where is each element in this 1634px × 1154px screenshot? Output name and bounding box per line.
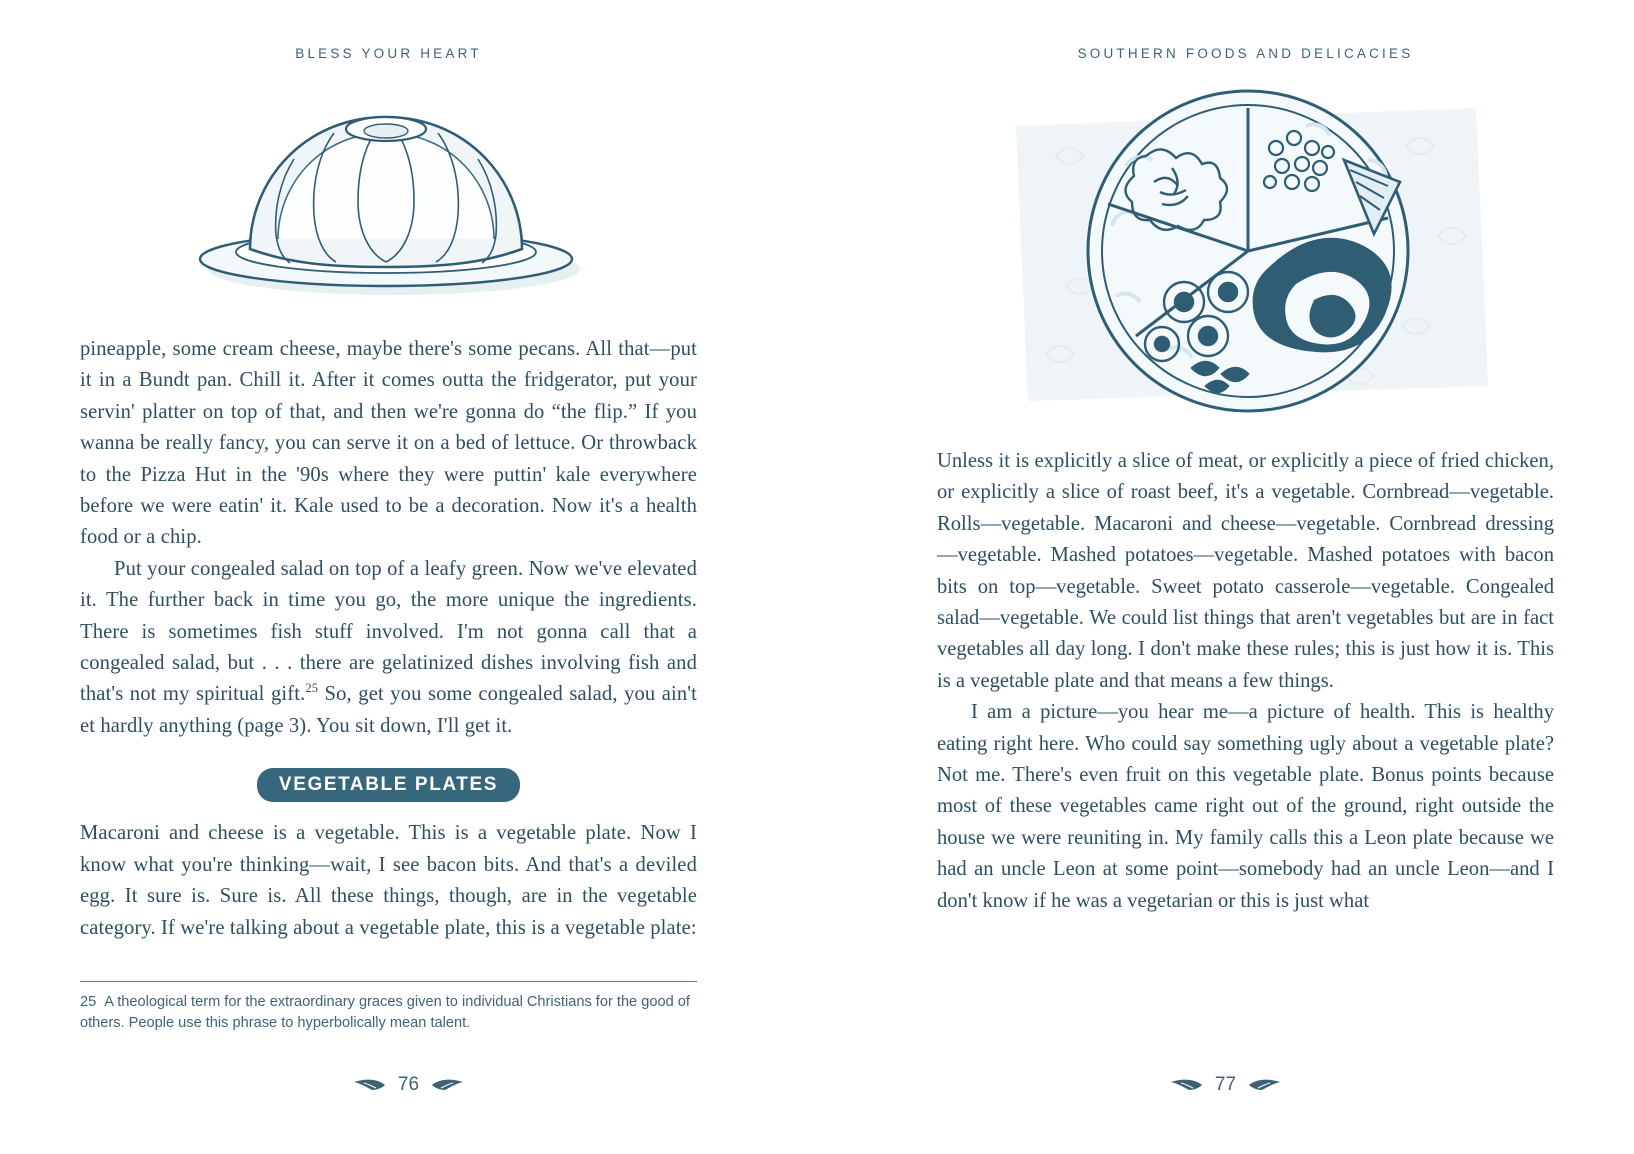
footnote-divider xyxy=(80,981,697,982)
section-heading xyxy=(80,768,697,802)
right-wing-ornament-icon xyxy=(1248,1078,1282,1092)
paragraph-1: pineapple, some cream cheese, maybe there's some pecans. All that—put it in a Bundt pan. Chill it. After it comes outta the fridgerator, put your servin' platter on top of that, and then we're gonna do “the flip.” If you wanna be really fancy, you can serve it on a bed of lettuce. Or throwback to the Pizza Hut in the '90s where they were puttin' kale everywhere before we were eatin' it. Kale used to be a decoration. Now it's a health food or a chip. xyxy=(80,338,697,549)
section-heading-pill: VEGETABLE PLATES xyxy=(257,768,520,802)
folio-right xyxy=(817,1074,1634,1096)
footnote-text xyxy=(80,992,697,1034)
paragraph-1: Unless it is explicitly a slice of meat, or explicitly a piece of fried chicken, or explicitly a slice of roast beef, it's a vegetable. Cornbread—vegetable. Rolls—vegetable. Macaroni and cheese—vegetable. Cornbread dressing—vegetable. Mashed potatoes—vegetable. Mashed potatoes with bacon bits on top—vegetable. Sweet potato casserole—vegetable. Congealed salad—vegetable. We could list things that aren't vegetables but are in fact vegetables all day long. I don't make these rules; this is just how it is. This is a vegetable plate and that means a few things. xyxy=(937,450,1554,692)
footnote-number: 25 xyxy=(80,994,97,1010)
paragraph-2-tail: So, get you some congealed salad, you ain't et hardly anything (page 3). You sit down, I'll get it. xyxy=(80,683,697,737)
footnote-block xyxy=(80,981,697,1034)
right-body-text xyxy=(937,446,1554,917)
paragraph-3: Macaroni and cheese is a vegetable. This is a vegetable plate. Now I know what you're thinking—wait, I see bacon bits. And that's a deviled egg. It sure is. Sure is. All these things, though, are in the vegetable category. If we're talking about a vegetable plate, this is a vegetable plate: xyxy=(80,822,697,939)
page-number-left: 76 xyxy=(397,1074,420,1095)
running-head-right: SOUTHERN FOODS AND DELICACIES xyxy=(1077,46,1414,61)
right-wing-ornament-icon xyxy=(431,1078,465,1092)
folio-left xyxy=(0,1074,817,1096)
left-body-text xyxy=(80,334,697,944)
left-wing-ornament-icon xyxy=(352,1078,386,1092)
paragraph-2: I am a picture—you hear me—a picture of health. This is healthy eating right here. Who could say something ugly about a vegetable plate? Not me. There's even fruit on this vegetable plate. Bonus points because most of these vegetables came right out of the ground, right outside the house we were reuniting in. My family calls this a Leon plate because we had an uncle Leon at some point—somebody had an uncle Leon—and I don't know if he was a vegetarian or this is just what xyxy=(937,701,1554,912)
left-wing-ornament-icon xyxy=(1169,1078,1203,1092)
right-page xyxy=(817,0,1634,1154)
paragraph-2-main: Put your congealed salad on top of a leafy green. Now we've elevated it. The further back in time you go, the more unique the ingredients. There is sometimes fish stuff involved. I'm not gonna call that a congealed salad, but . . . there are gelatinized dishes involving fish and that's not my spiritual gift. xyxy=(80,557,697,706)
running-head-left: BLESS YOUR HEART xyxy=(295,46,482,61)
footnote-body: A theological term for the extraordinary graces given to individual Christians for the good of others. People use this phrase to hyperbolically mean talent. xyxy=(80,994,690,1031)
footnote-marker: 25 xyxy=(305,681,319,696)
vegetable-plate-illustration xyxy=(937,81,1554,416)
paragraph-2 xyxy=(80,554,697,742)
page-number-right: 77 xyxy=(1214,1074,1237,1095)
congealed-salad-bundt-illustration xyxy=(80,79,697,304)
